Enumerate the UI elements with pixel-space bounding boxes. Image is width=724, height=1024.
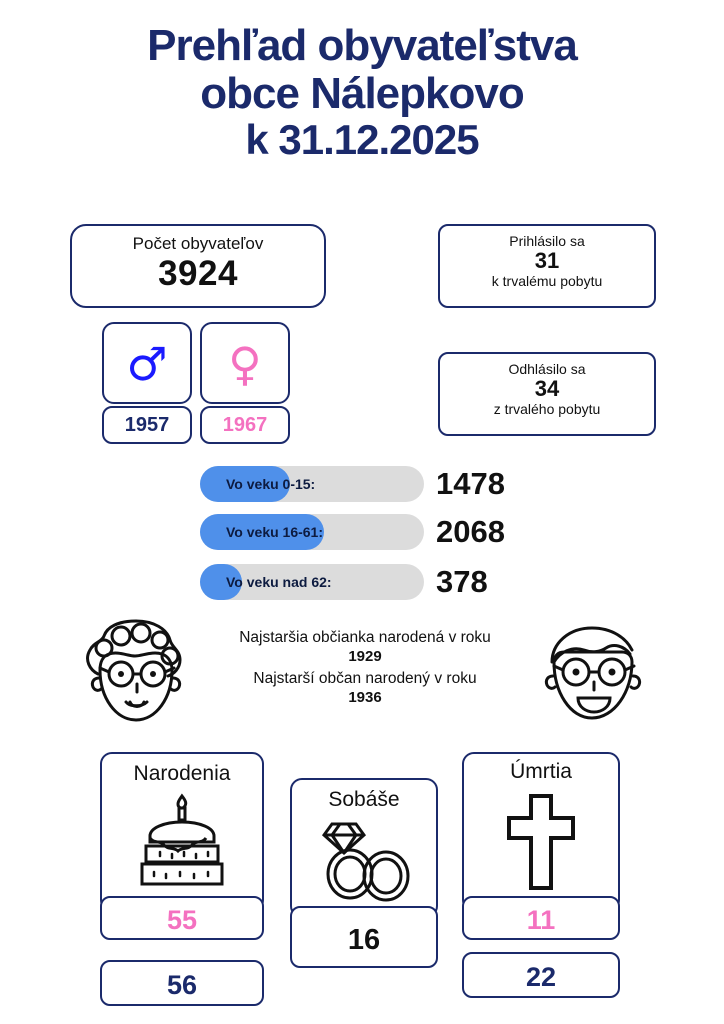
age-group-label: Vo veku nad 62:	[226, 574, 332, 590]
female-count-card	[200, 406, 290, 444]
oldest-woman-label: Najstaršia občianka narodená v roku	[239, 629, 491, 646]
oldest-man-year: 1936	[348, 689, 382, 707]
page-title-line-1: Prehľad obyvateľstva	[147, 21, 577, 70]
page-title-line-2: obce Nálepkovo	[200, 68, 524, 118]
births-female-value: 55	[166, 905, 198, 935]
population-value: 3924	[158, 254, 238, 293]
births-male-value: 56	[166, 970, 198, 1000]
deaths-female-value: 11	[526, 905, 556, 935]
population-card	[70, 224, 326, 308]
deaths-card	[462, 752, 620, 912]
male-icon: ♂	[126, 337, 168, 391]
age-group-value: 378	[436, 564, 488, 599]
elderly-man-icon	[538, 618, 652, 735]
weddings-title: Sobáše	[328, 788, 400, 811]
population-label: Počet obyvateľov	[132, 234, 264, 253]
cross-icon	[464, 790, 618, 894]
registered-sublabel: k trvalému pobytu	[491, 273, 603, 290]
registered-label: Prihlásilo sa	[509, 233, 585, 249]
births-card	[100, 752, 264, 912]
page-title	[0, 22, 724, 162]
births-female-card	[100, 896, 264, 940]
deaths-male-card	[462, 952, 620, 998]
elderly-woman-icon	[74, 618, 198, 735]
female-icon: ♀	[228, 337, 262, 391]
female-symbol-card	[200, 322, 290, 404]
age-group-label: Vo veku 0-15:	[226, 476, 316, 492]
page-title-line-3: k 31.12.2025	[245, 116, 479, 164]
deregistered-sublabel: z trvalého pobytu	[493, 401, 601, 418]
male-count-value: 1957	[124, 414, 170, 436]
registered-card	[438, 224, 656, 308]
weddings-value-card	[290, 906, 438, 968]
male-symbol-card	[102, 322, 192, 404]
oldest-woman-year: 1929	[348, 648, 382, 666]
deaths-title: Úmrtia	[510, 760, 572, 783]
deregistered-label: Odhlásilo sa	[508, 361, 586, 377]
oldest-citizens-text	[210, 628, 520, 710]
births-title: Narodenia	[133, 762, 231, 785]
births-male-card	[100, 960, 264, 1006]
age-group-value: 1478	[436, 466, 505, 501]
oldest-citizens-section	[70, 618, 656, 734]
oldest-man-label: Najstarší občan narodený v roku	[253, 670, 477, 688]
wedding-rings-icon	[292, 814, 436, 906]
birthday-cake-icon	[102, 790, 262, 894]
deregistered-card	[438, 352, 656, 436]
deaths-male-value: 22	[525, 962, 557, 992]
weddings-value: 16	[347, 924, 381, 956]
male-count-card	[102, 406, 192, 444]
registered-value: 31	[534, 248, 560, 273]
age-group-value: 2068	[436, 514, 505, 549]
weddings-card	[290, 778, 438, 918]
deaths-female-card	[462, 896, 620, 940]
age-group-label: Vo veku 16-61:	[226, 524, 324, 540]
deregistered-value: 34	[534, 376, 560, 401]
female-count-value: 1967	[222, 414, 268, 436]
